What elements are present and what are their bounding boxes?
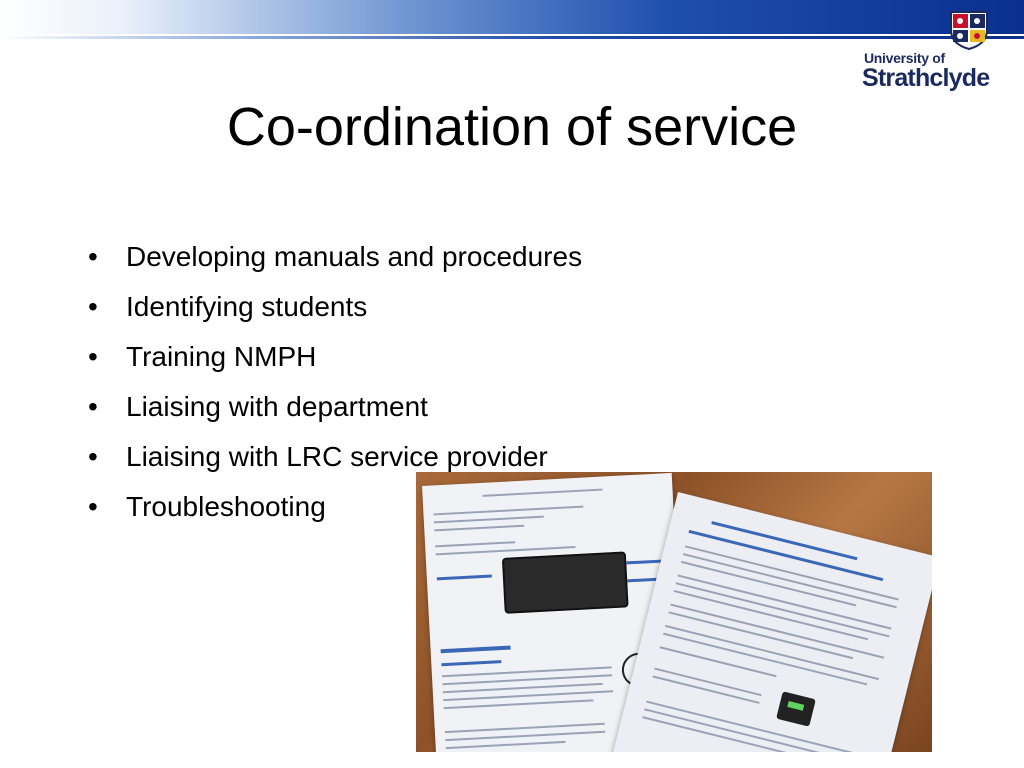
bullet-item: • Troubleshooting (86, 482, 582, 532)
bullet-item: • Liaising with department (86, 382, 582, 432)
crest-icon (947, 10, 991, 50)
bullet-item: • Liaising with LRC service provider (86, 432, 582, 482)
slide-title: Co-ordination of service (226, 97, 798, 157)
bullet-item: • Developing manuals and procedures (86, 232, 582, 282)
equipment-case (502, 551, 629, 613)
logo-text-university-of: University of (864, 50, 945, 66)
bullet-item: • Identifying students (86, 282, 582, 332)
logo-text-strathclyde: Strathclyde (862, 64, 990, 92)
manuals-photo (416, 472, 932, 752)
university-logo (858, 10, 1008, 100)
bullet-item: • Training NMPH (86, 332, 582, 382)
